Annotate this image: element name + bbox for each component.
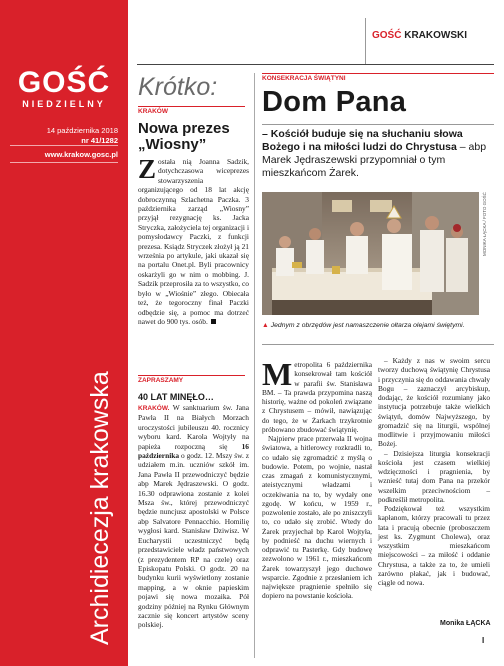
issue-number: nr 41/1282 <box>81 136 118 145</box>
sidebar-divider <box>10 162 118 163</box>
section-rule <box>138 106 245 107</box>
page-number: I <box>482 636 485 645</box>
issue-date: 14 października 2018 <box>46 126 118 135</box>
zapraszamy-body-2: o godz. 12. Mszy św. z udziałem m.in. uczniów szkół im. Jana Pawła II przewodniczyć będzie abp Marek Jędraszewski. O godz. 16.30 odprawiona zostanie z kolei Msza św., której przewodniczyć będzie nuncjusz apostolski w Polsce abp Salvatore Pennacchio. Homilię wygłosi kard. Stanisław Dziwisz. W Eucharystii uczestniczyć będą przedstawiciele władz państwowych (z prezydentem RP na czele) oraz Episkopatu Polski. O godz. 20 na budynku kurii wyświetlony zostanie mapping, a w oknie papieskim pojawi się nowa mozaika. Pół godziny później na Rynku Głównym zacznie się koncert artystów sceny polskiej. <box>138 451 249 630</box>
krotko-location-tag: KRAKÓW <box>138 108 168 115</box>
column-divider <box>254 73 255 658</box>
article-photo <box>262 192 479 315</box>
article-rule <box>262 73 494 74</box>
paragraph: Podziękował też wszystkim kapłanom, którzy pracowali tu przez lata i pracują obecnie (proboszczem jest ks. Zygmunt Cholewa), oraz wszystkim mieszkańcom miejscowości – za miłość i oddanie Chrystusa, a także za to, że umieli zarówno płakać, jak i budować, ciągle od nowa. <box>378 504 490 587</box>
paragraph: – Dzisiejsza liturgia konsekracji kościoła jest czasem wielkiej wdzięczności i pragnienia, by wznieść tutaj dom Pana na przekór wszelkim przeciwnościom – podkreślił metropolita. <box>378 448 490 504</box>
zapraszamy-tag: ZAPRASZAMY <box>138 377 184 384</box>
logo-sub: NIEDZIELNY <box>22 99 106 109</box>
zapraszamy-body-1: W sanktuarium św. Jana Pawła II na Białych Morzach uroczystości jubileuszu 40. rocznicy wyboru kard. Karola Wojtyły na papieża rozpoczną się <box>138 403 249 451</box>
section-title: Krótko: <box>138 73 218 101</box>
article-category-tag: KONSEKRACJA ŚWIĄTYNI <box>262 75 346 82</box>
edition-tag <box>372 30 467 41</box>
sidebar-divider <box>10 145 118 146</box>
article-headline: Dom Pana <box>262 86 407 118</box>
end-mark <box>211 319 216 324</box>
section-rule <box>138 375 245 376</box>
article-column-2 <box>378 356 490 587</box>
paragraph-text: etropolita 6 października konsekrował tam kościół w parafii św. Stanisława BM. – Ta prawda przypomina naszą historię, ważne od pokoleń związane z Chrystusem – mówił, nawiązując do tego, że w Żarkach trzykrotnie próbowano zbudować świątynię. <box>262 360 372 434</box>
event-date: 16 października <box>138 441 249 461</box>
caption-rule <box>262 344 494 345</box>
location-lead: KRAKÓW. <box>138 405 170 412</box>
paragraph <box>262 356 372 434</box>
photo-caption <box>262 322 484 331</box>
vertical-section-title: Archidiecezja krakowska <box>86 371 114 645</box>
header-divider <box>365 18 366 64</box>
gosc-niedzielny-logo <box>0 68 128 110</box>
headline-rule <box>262 124 494 125</box>
issue-info <box>12 126 118 146</box>
logo-main: GOŚĆ <box>17 66 111 99</box>
dropcap: Z <box>138 154 157 184</box>
caption-text: Jednym z obrzędów jest namaszczenie ołtarza olejami świętymi. <box>270 322 465 329</box>
caption-marker-icon: ▲ <box>262 322 269 329</box>
edition-tag-dark: KRAKOWSKI <box>404 30 468 41</box>
photo-credit: MONIKA ŁĄCKA / FOTO GOŚĆ <box>482 192 487 256</box>
zapraszamy-headline: 40 LAT MINĘŁO… <box>138 392 214 402</box>
edition-tag-red: GOŚĆ <box>372 30 402 41</box>
paragraph: Najpierw prace przerwała II wojna światowa, a hitlerowcy rozkradli to, co udało się zgromadzić z myślą o budowie. Potem, po wojnie, nastał czas zmagań z komunistycznymi, ateistycznymi władzami i oczekiwania na to, by wydały one zgodę. W końcu, w 1959 r., pozwolenie zostało, ale po zniszczyli to, co udało się zrobić. Wtedy do Żarek przyjechał bp Karol Wojtyła, by podnieść na duchu wiernych i odprawić tu Pasterkę. Gdy budowę zezwolono w 1961 r., mieszkańcom Żarek towarzyszył jego duchowe wsparcie. Zgodnie z przesłaniem ich największe pragnienie spełniło się dopiero na powstanie kościoła. <box>262 434 372 601</box>
lede-quote: – Kościół buduje się na słuchaniu słowa Bożego i na miłości ludzi do Chrystusa <box>262 128 463 153</box>
consecration-photo-illustration <box>262 192 479 315</box>
krotko-headline: Nowa prezes „Wiosny” <box>138 120 230 153</box>
article-lede <box>262 128 494 180</box>
header-rule <box>137 64 494 65</box>
krotko-body: ostała nią Joanna Sadzik, dotychczasowa wiceprezes stowarzyszenia organizującego od 18 lat akcję dobroczynną Szlachetna Paczka. 3 października zarząd „Wiosny” przyjął rezygnację ks. Jacka Stryczka, założyciela tej organizacji i pomysłodawcy Paczki, z funkcji prezesa. Ksiądz Stryczek złożył ją 21 września po artykule, jaki ukazał się na portalu Onet.pl. Byli pracownicy oskarżyli go w nim o mobbing. J. Sadzik przeprosiła za to wszystko, co było w „Wiośnie” złego. Obiecała też, że tegoroczny finał Paczki odbędzie się, a pomoc ma dotrzeć nawet do 900 tys. osób. <box>138 157 249 326</box>
paragraph: – Każdy z nas w swoim sercu tworzy duchową świątynię Chrystusa i przyczynia się do oddawania chwały Bogu – zaznaczył arcybiskup, dodając, że kościół rozumiany jako instytucja potrzebuje także wielkich świątyń, domów Najwyższego, by gromadzić się na liturgii, wspólnej modlitwie i przyjmowaniu miłości Bożej. <box>378 356 490 449</box>
article-column-1 <box>262 356 372 601</box>
article-author: Monika ŁĄCKA <box>440 620 491 627</box>
krotko-article <box>138 154 249 326</box>
dropcap: M <box>262 356 293 392</box>
zapraszamy-article <box>138 403 249 630</box>
lede-rest: – abp Marek Jędraszewski przypomniał o tym mieszkańcom Żarek. <box>262 141 487 179</box>
website-link[interactable]: www.krakow.gosc.pl <box>44 150 118 159</box>
